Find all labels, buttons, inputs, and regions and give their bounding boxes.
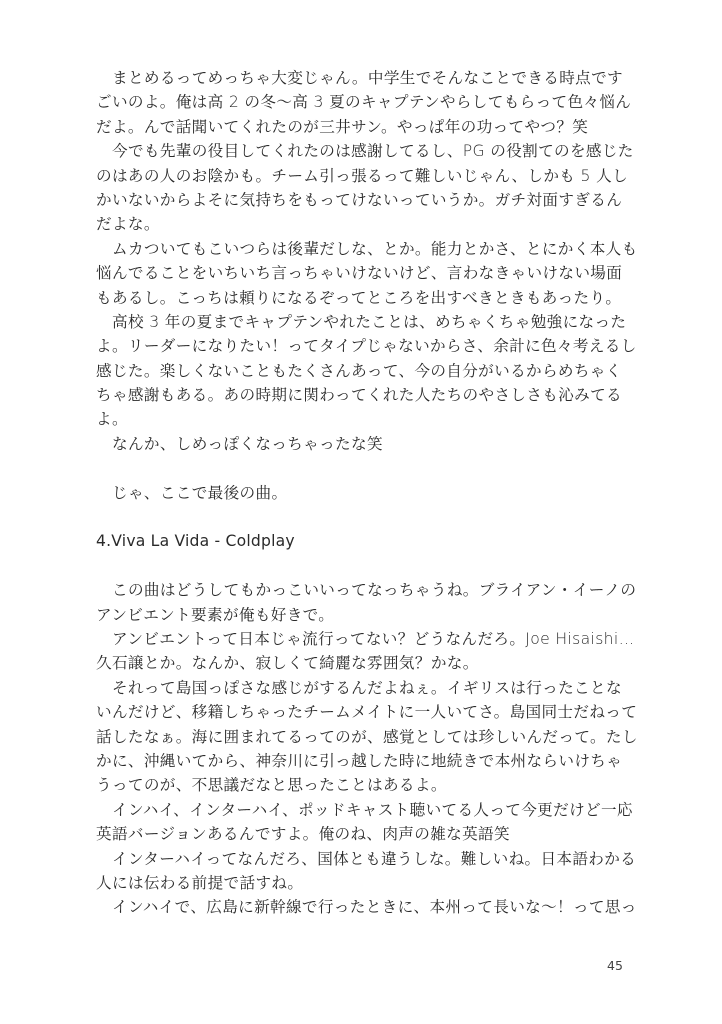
text-line: ちゃ感謝もある。あの時期に関わってくれた人たちのやさしさも沁みてる: [96, 386, 622, 405]
text-line: だよ。んで話聞いてくれたのが三井サン。やっぱ年の功ってやつ？笑: [96, 117, 589, 136]
last-song-line: じゃ、ここで最後の曲。: [112, 483, 288, 502]
text-line: 高校 3 年の夏までキャプテンやれたことは、めちゃくちゃ勉強になった: [112, 312, 627, 331]
song-heading: 4.Viva La Vida - Coldplay: [96, 532, 295, 551]
text-line: 話したなぁ。海に囲まれてるってのが、感覚としては珍しいんだって。たし: [96, 727, 638, 746]
blank-line: [96, 554, 626, 578]
text-line: インハイ、インターハイ、ポッドキャスト聴いてる人って今更だけど一応: [112, 800, 633, 819]
blank-line: [96, 456, 626, 480]
text-line: インターハイってなんだろ、国体とも違うしな。難しいね。日本語わかる: [112, 849, 637, 868]
text-line: インハイで、広島に新幹線で行ったときに、本州って長いな～！って思っ: [112, 898, 637, 917]
text-line: アンビエントって日本じゃ流行ってない？どうなんだろ。Joe Hisaishi…: [112, 629, 635, 648]
page-body: [96, 66, 638, 920]
text-line: それって島国っぽさな感じがするんだよねぇ。イギリスは行ったことな: [112, 678, 622, 697]
text-line: 英語バージョンあるんですよ。俺のね、肉声の雑な英語笑: [96, 825, 510, 844]
text-line: よ。リーダーになりたい！ってタイプじゃないからさ、余計に色々考えるし: [96, 337, 637, 356]
text-line: 感じた。楽しくないこともたくさんあって、今の自分がいるからめちゃく: [96, 361, 622, 380]
text-line: アンビエント要素が俺も好きで。: [96, 605, 335, 624]
text-line: いんだけど、移籍しちゃったチームメイトに一人いてさ。島国同士だねって: [96, 703, 638, 722]
text-line: この曲はどうしてもかっこいいってなっちゃうね。ブライアン・イーノの: [112, 581, 637, 600]
page-number: 45: [607, 958, 623, 973]
text-line: かいないからよそに気持ちをもってけないっていうか。ガチ対面すぎるん: [96, 190, 623, 209]
text-line: よ。: [96, 410, 128, 429]
text-line: まとめるってめっちゃ大変じゃん。中学生でそんなことできる時点です: [112, 69, 623, 87]
text-line: うってのが、不思議だなと思ったことはあるよ。: [96, 776, 447, 795]
text-line: もあるし。こっちは頼りになるぞってところを出すべきときもあったり。: [96, 288, 622, 307]
text-line: ごいのよ。俺は高 2 の冬～高 3 夏のキャプテンやらしてもらって色々悩ん: [96, 93, 632, 112]
text-line: かに、沖縄いてから、神奈川に引っ越した時に地続きで本州ならいけちゃ: [96, 751, 623, 770]
text-line: 人には伝わる前提で話すね。: [96, 873, 304, 892]
text-block-1: [96, 66, 638, 456]
text-line: ムカついてもこいつらは後輩だしな、とか。能力とかさ、とにかく本人も: [112, 239, 638, 258]
text-line: 久石譲とか。なんか、寂しくて綺麗な雰囲気？かな。: [96, 654, 479, 673]
text-block-2: [96, 578, 638, 919]
blank-line: [96, 505, 626, 529]
text-line: 今でも先輩の役目してくれたのは感謝してるし、PG の役割てのを感じた: [112, 142, 634, 161]
text-line: のはあの人のお陰かも。チーム引っ張るって難しいじゃん、しかも 5 人し: [96, 166, 629, 185]
text-line: だよな。: [96, 215, 160, 234]
text-line: 悩んでることをいちいち言っちゃいけないけど、言わなきゃいけない場面: [96, 264, 623, 283]
text-line: なんか、しめっぽくなっちゃったな笑: [112, 434, 383, 453]
